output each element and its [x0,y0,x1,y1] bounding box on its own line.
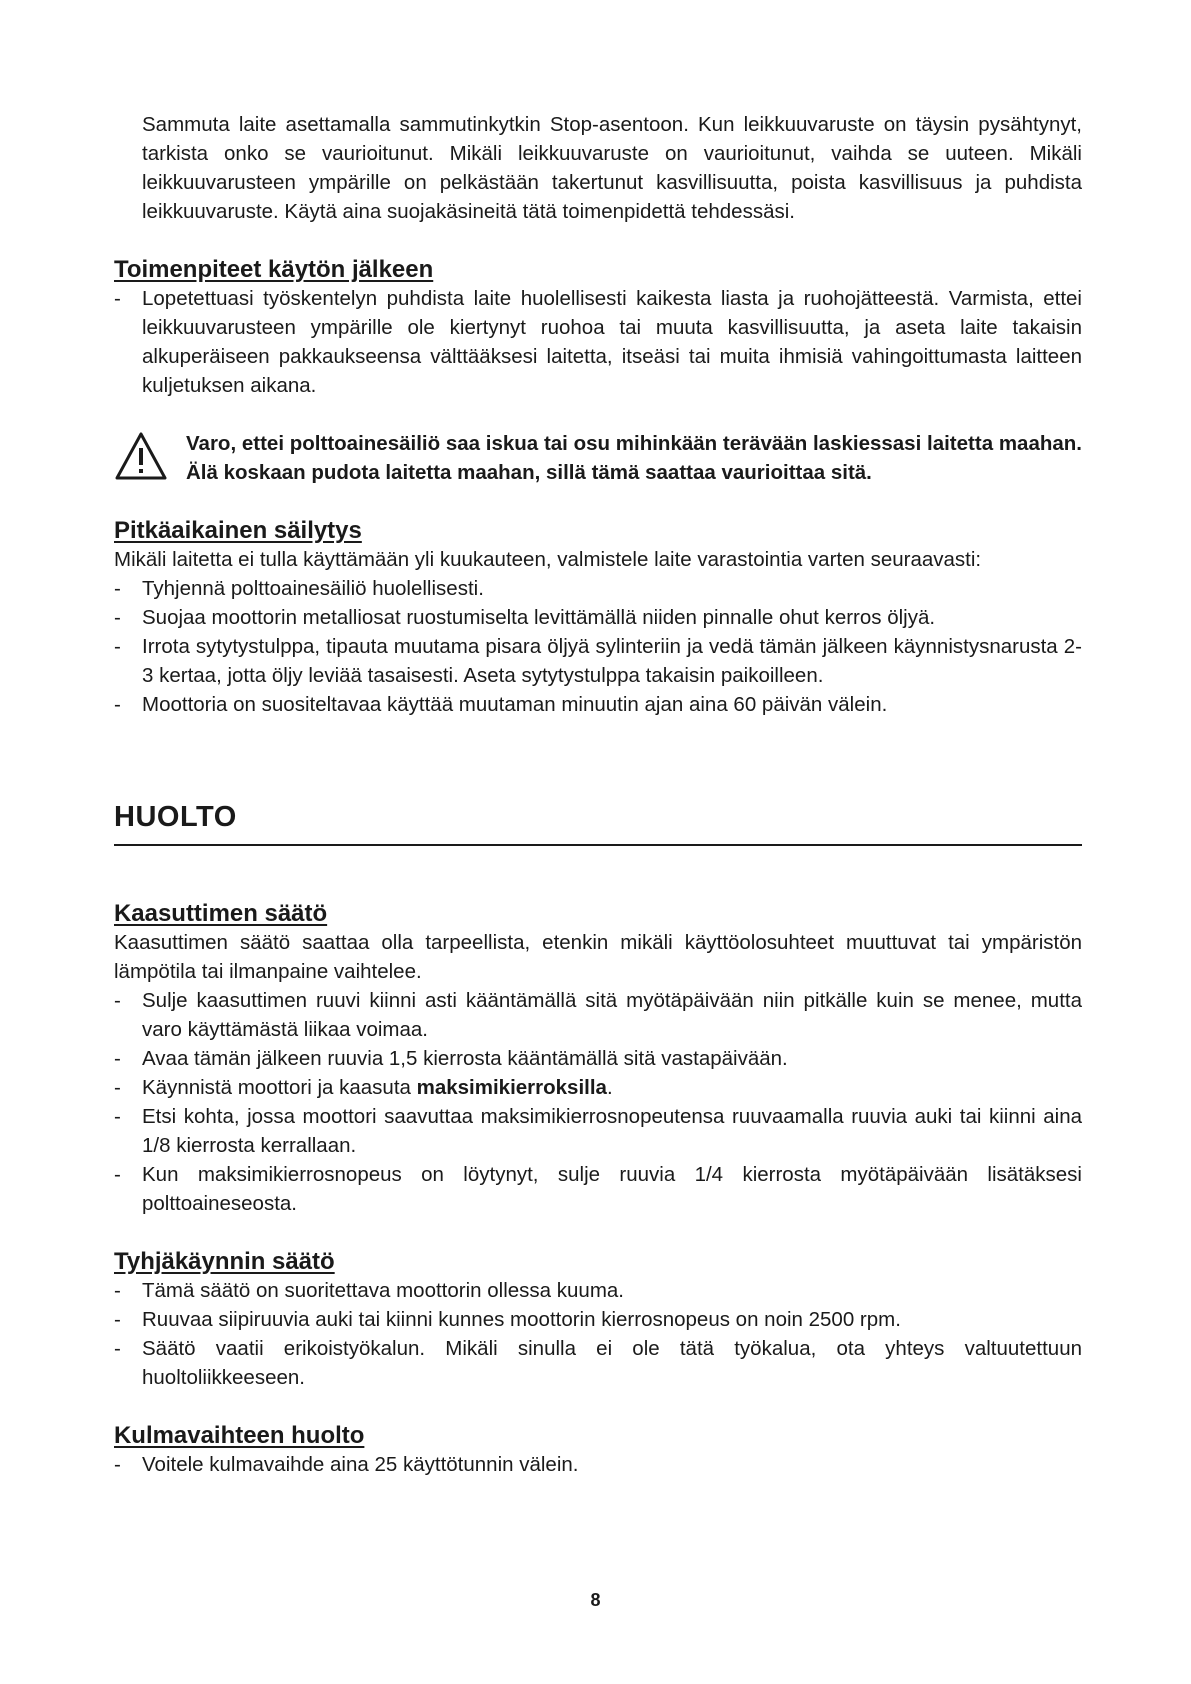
document-page [114,110,1082,1479]
warning-box [114,429,1082,487]
carburetor-list [114,986,1082,1218]
storage-intro: Mikäli laitetta ei tulla käyttämään yli kuukauteen, valmistele laite varastointia varten seuraavasti: [114,548,982,571]
item-text: Käynnistä moottori ja kaasuta [142,1076,417,1100]
list-item: - Sulje kaasuttimen ruuvi kiinni asti kääntämällä sitä myötäpäivään niin pitkälle kuin se menee, mutta varo käyttämästä liikaa voimaa. [114,986,1082,1044]
idle-list [114,1276,1082,1392]
page-number: 8 [590,1590,601,1610]
after-use-heading: Toimenpiteet käytön jälkeen [114,256,434,283]
list-item: - Tämä säätö on suoritettava moottorin ollessa kuuma. [114,1276,1082,1305]
emphasis-text: maksimikierroksilla [416,1076,607,1100]
list-item: - Tyhjennä polttoainesäiliö huolellisesti. [114,574,1082,603]
warning-text: Varo, ettei polttoainesäiliö saa iskua tai osu mihinkään terävään laskiessasi laitetta maahan. Älä koskaan pudota laitetta maahan, sillä tämä saattaa vaurioittaa sitä. [186,432,1082,484]
list-item: - Ruuvaa siipiruuvia auki tai kiinni kunnes moottorin kierrosnopeus on noin 2500 rpm. [114,1305,1082,1334]
carburetor-intro: Kaasuttimen säätö saattaa olla tarpeellista, etenkin mikäli käyttöolosuhteet muuttuvat tai ympäristön lämpötila tai ilmanpaine vaihtelee. [114,931,1082,984]
warning-triangle-icon [114,431,168,481]
list-item: - Voitele kulmavaihde aina 25 käyttötunnin välein. [114,1450,1082,1479]
list-item: - Irrota sytytystulppa, tipauta muutama pisara öljyä sylinteriin ja vedä tämän jälkeen käynnistysnarusta 2-3 kertaa, jotta öljy leviää tasaisesti. Aseta sytytystulppa takaisin paikoilleen. [114,632,1082,690]
idle-heading: Tyhjäkäynnin säätö [114,1248,335,1276]
list-item: - Etsi kohta, jossa moottori saavuttaa maksimikierrosnopeutensa ruuvaamalla ruuvia auki tai kiinni aina 1/8 kierrosta kerrallaan. [114,1102,1082,1160]
list-item [114,1073,1082,1102]
storage-heading: Pitkäaikainen säilytys [114,517,362,544]
list-item: - Avaa tämän jälkeen ruuvia 1,5 kierrosta kääntämällä sitä vastapäivään. [114,1044,1082,1073]
list-item: - Säätö vaatii erikoistyökalun. Mikäli sinulla ei ole tätä työkalua, ota yhteys valtuutettuun huoltoliikkeeseen. [114,1334,1082,1392]
list-item: - Lopetettuasi työskentelyn puhdista laite huolellisesti kaikesta liasta ja ruohojätteestä. Varmista, ettei leikkuuvarusteen ympärille ole kiertynyt ruohoa tai muuta kasvillisuutta, ja aseta laite takaisin alkuperäiseen pakkaukseensa välttääksesi laitetta, itseäsi tai muita ihmisiä vahingoittumasta laitteen kuljetuksen aikana. [114,284,1082,400]
after-use-list [114,284,1082,400]
gearbox-list [114,1450,1082,1479]
list-item: - Moottoria on suositeltavaa käyttää muutaman minuutin ajan aina 60 päivän välein. [114,690,1082,719]
intro-paragraph: Sammuta laite asettamalla sammutinkytkin Stop-asentoon. Kun leikkuuvaruste on täysin pysähtynyt, tarkista onko se vaurioitunut. Mikäli leikkuuvaruste on vaurioitunut, vaihda se uuteen. Mikäli leikkuuvarusteen ympärille on pelkästään takertunut kasvillisuutta, poista kasvillisuus ja puhdista leikkuuvaruste. Käytä aina suojakäsineitä tätä toimenpidettä tehdessäsi. [142,113,1082,223]
carburetor-heading: Kaasuttimen säätö [114,900,328,928]
storage-list [114,574,1082,719]
gearbox-heading: Kulmavaihteen huolto [114,1422,365,1450]
item-text: . [606,1076,613,1100]
list-item: - Kun maksimikierrosnopeus on löytynyt, sulje ruuvia 1/4 kierrosta myötäpäivään lisätäksesi polttoaineseosta. [114,1160,1082,1218]
list-item: - Suojaa moottorin metalliosat ruostumiselta levittämällä niiden pinnalle ohut kerros öljyä. [114,603,1082,632]
section-title-maintenance: HUOLTO [114,799,1082,846]
